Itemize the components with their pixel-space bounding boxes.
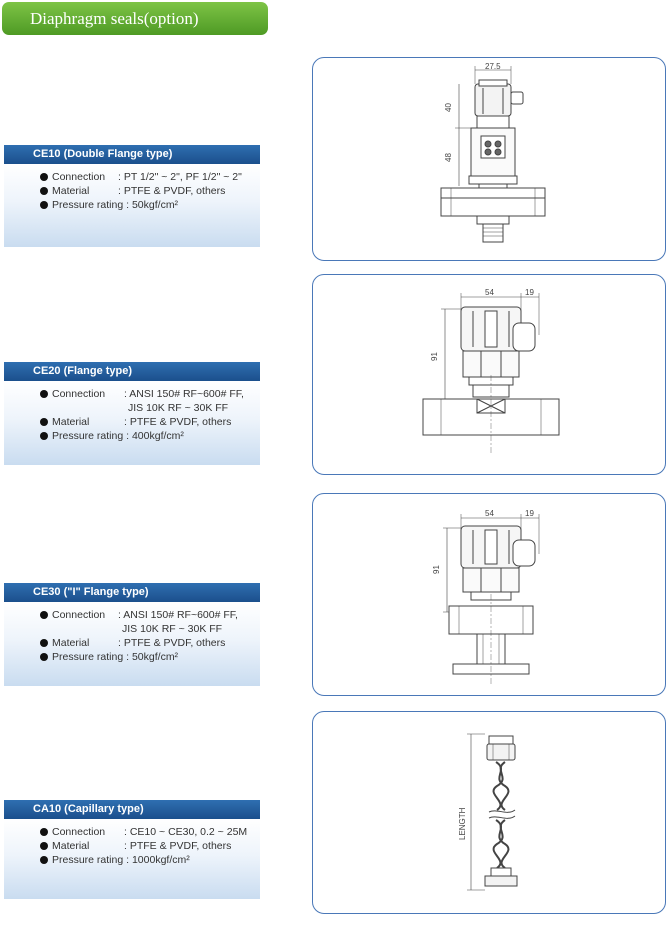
bullet-icon — [40, 418, 48, 426]
drawing-panel-ce10 — [312, 57, 666, 261]
spec-row-connection: Connection : PT 1/2" ~ 2", PF 1/2" ~ 2" — [4, 170, 260, 184]
spec-row-material: Material : PTFE & PVDF, others — [4, 184, 260, 198]
section-title: CE10 (Double Flange type) — [4, 145, 260, 164]
ca10-drawing — [313, 712, 665, 913]
ce20-drawing — [313, 275, 665, 474]
spec-row-material: Material : PTFE & PVDF, others — [4, 839, 260, 853]
spec-row-pressure: Pressure rating : 1000kgf/cm² — [4, 853, 260, 867]
spec-row-connection-cont: JIS 10K RF ~ 30K FF — [128, 402, 229, 414]
section-title: CE30 ("I" Flange type) — [4, 583, 260, 602]
section-ca10 — [4, 800, 260, 899]
bullet-icon — [40, 639, 48, 647]
bullet-icon — [40, 842, 48, 850]
spec-row-pressure: Pressure rating : 50kgf/cm² — [4, 198, 260, 212]
spec-row-connection: Connection : ANSI 150# RF~600# FF, — [4, 387, 260, 401]
bullet-icon — [40, 432, 48, 440]
spec-row-connection: Connection : CE10 ~ CE30, 0.2 ~ 25M — [4, 825, 260, 839]
spec-row-pressure: Pressure rating : 50kgf/cm² — [4, 650, 260, 664]
bullet-icon — [40, 390, 48, 398]
drawing-panel-ce30 — [312, 493, 666, 696]
bullet-icon — [40, 173, 48, 181]
bullet-icon — [40, 856, 48, 864]
dim-upper-label: 40 — [444, 103, 453, 112]
section-title: CA10 (Capillary type) — [4, 800, 260, 819]
section-ce10 — [4, 145, 260, 247]
bullet-icon — [40, 828, 48, 836]
spec-list — [4, 602, 260, 686]
section-ce20 — [4, 362, 260, 465]
spec-list — [4, 164, 260, 247]
spec-list — [4, 381, 260, 465]
dim-width-label: 54 — [485, 288, 494, 297]
ce30-drawing — [313, 494, 665, 695]
spec-row-pressure: Pressure rating : 400kgf/cm² — [4, 429, 260, 443]
dim-lower-label: 48 — [444, 153, 453, 162]
dim-width-label: 54 — [485, 509, 494, 518]
blank-label-strip — [100, 88, 198, 108]
spec-row-material: Material : PTFE & PVDF, others — [4, 415, 260, 429]
spec-row-connection-cont: JIS 10K RF ~ 30K FF — [122, 623, 223, 635]
dim-side-label: 19 — [525, 288, 534, 297]
drawing-panel-ca10 — [312, 711, 666, 914]
spec-row-connection: Connection : ANSI 150# RF~600# FF, — [4, 608, 260, 622]
dim-side-label: 19 — [525, 509, 534, 518]
section-ce30 — [4, 583, 260, 686]
spec-row-material: Material : PTFE & PVDF, others — [4, 636, 260, 650]
section-title: CE20 (Flange type) — [4, 362, 260, 381]
drawing-panel-ce20 — [312, 274, 666, 475]
dim-width-label: 27.5 — [485, 62, 501, 71]
bullet-icon — [40, 611, 48, 619]
dim-height-label: 91 — [432, 565, 441, 574]
bullet-icon — [40, 653, 48, 661]
spec-list — [4, 819, 260, 899]
bullet-icon — [40, 187, 48, 195]
page-title: Diaphragm seals(option) — [2, 2, 268, 35]
dim-height-label: 91 — [430, 352, 439, 361]
bullet-icon — [40, 201, 48, 209]
ce10-drawing — [313, 58, 665, 260]
dim-length-label: LENGTH — [458, 807, 467, 840]
